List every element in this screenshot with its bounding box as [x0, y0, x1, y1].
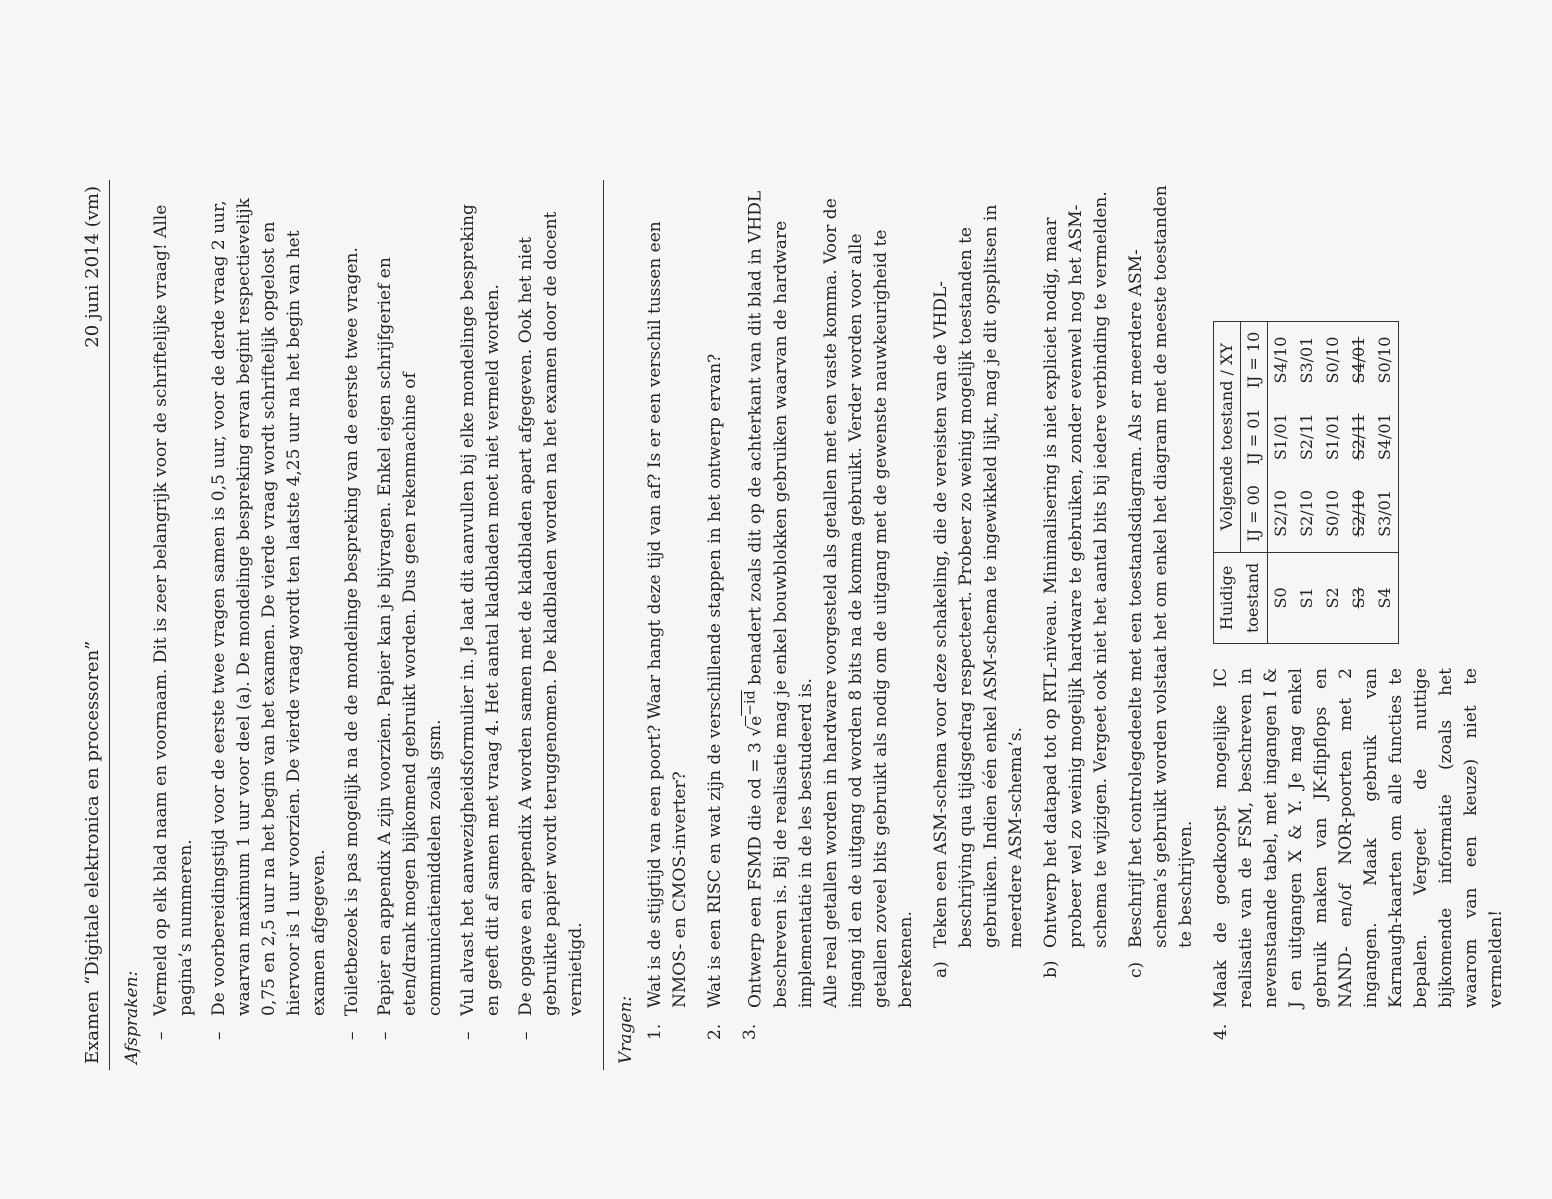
- next-state-cell: S3/01: [1372, 475, 1399, 552]
- question-part-b: b) Ontwerp het datapad tot op RTL-niveau. Minimalisering is niet expliciet nodig, maar probeer wel zo weinig mogelijk hardware te gebruiken, zonder evenwel nog het ASM-schema te wijzigen. Vergeet ook niet het aantal bits bij iedere verbinding te vermelden.: [1040, 191, 1111, 978]
- next-state-cell: S2/10: [1294, 475, 1320, 552]
- question-number: 4.: [1210, 1023, 1231, 1040]
- col-header-ij10: IJ = 10: [1240, 321, 1267, 398]
- rule-text: Vermeld op elk blad naam en voornaam. Dit is zeer belangrijk voor de schriftelijke vraag! Alle pagina’s nummeren.: [151, 204, 196, 1016]
- next-state-cell: S2/10: [1267, 475, 1294, 552]
- rule-item: – Vermeld op elk blad naam en voornaam. Dit is zeer belangrijk voor de schriftelijke vraag! Alle pagina’s nummeren.: [151, 204, 196, 1040]
- next-state-cell: S4/10: [1270, 336, 1290, 384]
- question-3: [738, 180, 1199, 1040]
- sqrt-symbol: √: [745, 725, 766, 737]
- next-state-cell: S0/10: [1322, 336, 1342, 384]
- question-part-a: a) Teken een ASM-schema voor deze schakeling, die de vereisten van de VHDL-beschrijving qua tijdsgedrag respecteert. Probeer zo weinig mogelijk toestanden te gebruiken. Indien één enkel ASM-schema te ingewikkeld lijkt, mag je dit opsplitsen in meerdere ASM-schema’s.: [930, 204, 1026, 978]
- question-2: [703, 180, 728, 1040]
- exponent: −id: [742, 690, 758, 716]
- question-text: Wat is de stijgtijd van een poort? Waar hangt deze tijd van af? Is er een verschil tussen een NMOS- en CMOS-inverter?: [645, 221, 690, 1008]
- rules-list: [149, 180, 589, 1070]
- question-3-parts: [929, 180, 1199, 1008]
- question-3-intro: Ontwerp een FSMD die od = 3 $√e^{-id}$ benadert zoals dit op de achterkant van dit blad in VHDL beschreven is. Bij de realisatie mag je enkel bouwblokken gebruiken waarvan de hardware implementatie in de les bestudeerd is.: [742, 190, 816, 1008]
- afspraken-heading: Afspraken:: [122, 970, 142, 1064]
- state-cell: S1: [1296, 587, 1316, 609]
- rule-text: Vul alvast het aanwezigheidsformulier in. Je laat dit aanvullen bij elke mondelinge bespreking en geeft dit af samen met vraag 4. Het aantal kladbladen moet niet vermeld worden.: [458, 204, 503, 1016]
- next-state-cell: S0/10: [1374, 336, 1394, 384]
- state-cell: S0: [1270, 587, 1290, 609]
- table-row: [1267, 321, 1294, 643]
- col-header-ij00: IJ = 00: [1240, 475, 1267, 552]
- rule-text: De opgave en appendix A worden samen met de kladbladen apart afgegeven. Ook het niet gebruikte papier wordt teruggenomen. De kladbladen worden na het examen door de docent vernietigd.: [516, 211, 586, 1016]
- vragen-heading: Vragen:: [616, 995, 636, 1064]
- state-cell: S3: [1348, 587, 1368, 609]
- question-4: [1209, 180, 1509, 1040]
- rule-text: Papier en appendix A zijn voorzien. Papier kan je bijvragen. Enkel eigen schrijfgerief en eten/drank mogen bijkomend gebruikt worden. Dus geen rekenmachine of communicatiemiddelen zoals gsm.: [375, 257, 445, 1016]
- next-state-cell: S4/01: [1348, 336, 1368, 384]
- rule-item: – Papier en appendix A zijn voorzien. Papier kan je bijvragen. Enkel eigen schrijfgerief en eten/drank mogen bijkomend gebruikt worden. Dus geen rekenmachine of communicatiemiddelen zoals gsm.: [375, 257, 445, 1040]
- exam-date: 20 juni 2014 (vm): [82, 186, 103, 348]
- next-state-cell: S0/10: [1320, 475, 1346, 552]
- table-row: [1372, 321, 1399, 643]
- next-state-cell: S2/11: [1348, 413, 1368, 461]
- question-number: 1.: [645, 1023, 665, 1040]
- section-divider: [603, 180, 604, 1070]
- col-header-current-state-2: toestand: [1240, 552, 1267, 643]
- question-4-body: [1209, 180, 1509, 1008]
- col-header-next-state: Volgende toestand / XY: [1213, 321, 1240, 552]
- question-text: Maak de goedkoopst mogelijke IC realisatie van de FSM, beschreven in nevenstaande tabel, met ingangen I & J en uitgangen X & Y. Je mag enkel gebruik maken van JK-flipflops en NAND- en/of NOR-poorten met 2 ingangen. Maak gebruik van Karnaugh-kaarten om alle functies te bepalen. Vergeet de nuttige bijkomende informatie (zoals het waarom van een keuze) niet te vermelden!: [1210, 668, 1506, 1008]
- rule-item: – De voorbereidingstijd voor de eerste twee vragen samen is 0,5 uur, voor de derde vraag 2 uur, waarvan maximum 1 uur voor deel (a). De mondelinge bespreking ervan begint respectievelijk 0,75 en 2,5 uur na het begin van het examen. De vierde vraag wordt schriftelijk opgelost en hiervoor is 1 uur voorzien. De vierde vraag wordt ten laatste 4,25 uur na het begin van het examen afgegeven.: [209, 198, 329, 1040]
- table-row: [1294, 321, 1320, 643]
- questions-list: [643, 180, 1509, 1070]
- question-3-number-format: Alle real getallen worden in hardware voorgesteld als getallen met een vaste komma. Voor de ingang id en de uitgang od worden 8 bits na de komma gebruikt. Verder worden voor alle getallen zoveel bits gebruikt als nodig om de uitgang met de gewenste nauwkeurigheid te berekenen.: [820, 198, 916, 1008]
- radicand: $e^{-id}$: [742, 690, 766, 726]
- table-row-struck: [1346, 321, 1372, 643]
- state-cell: S2: [1322, 587, 1342, 609]
- state-cell: S4: [1374, 587, 1394, 609]
- table-row: [1320, 321, 1346, 643]
- question-1: [643, 180, 693, 1040]
- question-part-c: c) Beschrijf het controlegedeelte met een toestandsdiagram. Als er meerdere ASM-schema’s gebruikt worden volstaat het om enkel het diagram met de meeste toestanden te beschrijven.: [1125, 185, 1196, 978]
- col-header-current-state: Huidige: [1216, 565, 1236, 631]
- question-text: Wat is een RISC en wat zijn de verschillende stappen in het ontwerp ervan?: [705, 353, 725, 1008]
- question-number: 2.: [705, 1023, 725, 1040]
- next-state-cell: S4/01: [1374, 413, 1394, 461]
- page-header: [80, 180, 110, 1070]
- question-number: 3.: [740, 1023, 760, 1040]
- next-state-cell: S1/01: [1270, 413, 1290, 461]
- next-state-cell: S3/01: [1296, 336, 1316, 384]
- next-state-cell: S1/01: [1322, 413, 1342, 461]
- rule-text: Toiletbezoek is pas mogelijk na de de mondelinge bespreking van de eerste twee vragen.: [342, 247, 362, 1016]
- rule-item: – Vul alvast het aanwezigheidsformulier in. Je laat dit aanvullen bij elke mondelinge bespreking en geeft dit af samen met vraag 4. Het aantal kladbladen moet niet vermeld worden.: [458, 204, 503, 1040]
- rule-item: – Toiletbezoek is pas mogelijk na de de mondelinge bespreking van de eerste twee vragen.: [342, 247, 362, 1040]
- col-header-ij01: IJ = 01: [1240, 398, 1267, 475]
- rule-item: – De opgave en appendix A worden samen met de kladbladen apart afgegeven. Ook het niet gebruikte papier wordt teruggenomen. De kladbladen worden na het examen door de docent vernietigd.: [516, 211, 586, 1040]
- fsm-state-table: [1213, 321, 1399, 644]
- next-state-cell: S2/10: [1346, 475, 1372, 552]
- exam-title: Examen “Digitale elektronica en processoren”: [82, 640, 103, 1064]
- rule-text: De voorbereidingstijd voor de eerste twee vragen samen is 0,5 uur, voor de derde vraag 2 uur, waarvan maximum 1 uur voor deel (a). De mondelinge bespreking ervan begint respectievelijk 0,75 en 2,5 uur na het begin van het examen. De vierde vraag wordt schriftelijk opgelost en hiervoor is 1 uur voorzien. De vierde vraag wordt ten laatste 4,25 uur na het begin van het examen afgegeven.: [209, 198, 329, 1016]
- exam-page: [80, 180, 1506, 1070]
- next-state-cell: S2/11: [1296, 413, 1316, 461]
